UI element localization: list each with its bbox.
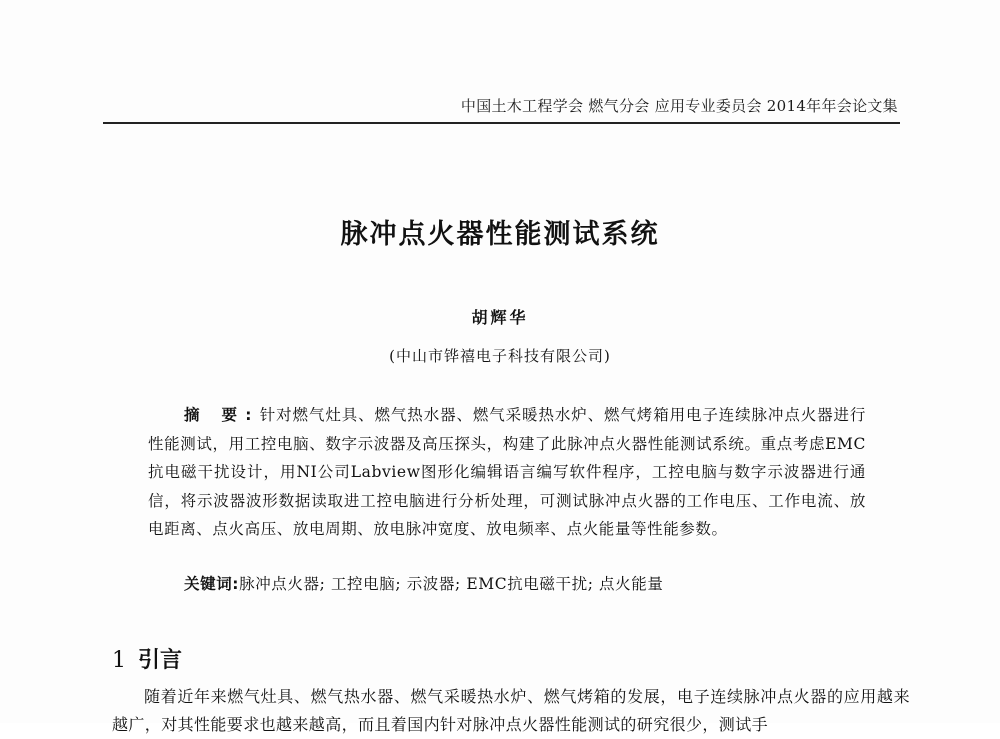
section-heading (112, 643, 182, 674)
author-affiliation: (中山市铧禧电子科技有限公司) (389, 347, 611, 365)
abstract-label: 摘 要: (184, 406, 260, 424)
body-paragraph: 随着近年来燃气灶具、燃气热水器、燃气采暖热水炉、燃气烤箱的发展，电子连续脉冲点火器的应用越来越广，对其性能要求也越来越高，而且着国内针对脉冲点火器性能测试的研究很少，测试手 (112, 687, 910, 734)
section-number: 1 (112, 648, 126, 673)
abstract-text: 针对燃气灶具、燃气热水器、燃气采暖热水炉、燃气烤箱用电子连续脉冲点火器进行性能测试，用工控电脑、数字示波器及高压探头，构建了此脉冲点火器性能测试系统。重点考虑EMC抗电磁干扰设计，用NI公司Labview图形化编辑语言编写软件程序，工控电脑与数字示波器进行通信，将示波器波形数据读取进工控电脑进行分析处理，可测试脉冲点火器的工作电压、工作电流、放电距离、点火高压、放电周期、放电脉冲宽度、放电频率、点火能量等性能参数。 (148, 406, 866, 539)
author-name: 胡辉华 (471, 308, 529, 327)
keywords-text: 脉冲点火器; 工控电脑; 示波器; EMC抗电磁干扰; 点火能量 (239, 575, 664, 593)
running-header: 中国土木工程学会 燃气分会 应用专业委员会 2014年年会论文集 (460, 97, 898, 115)
section-title: 引言 (138, 648, 183, 673)
abstract (148, 401, 866, 544)
keywords-label: 关键词: (184, 575, 240, 593)
header-rule (103, 122, 900, 124)
keywords (184, 572, 663, 594)
paper-title: 脉冲点火器性能测试系统 (340, 219, 660, 250)
